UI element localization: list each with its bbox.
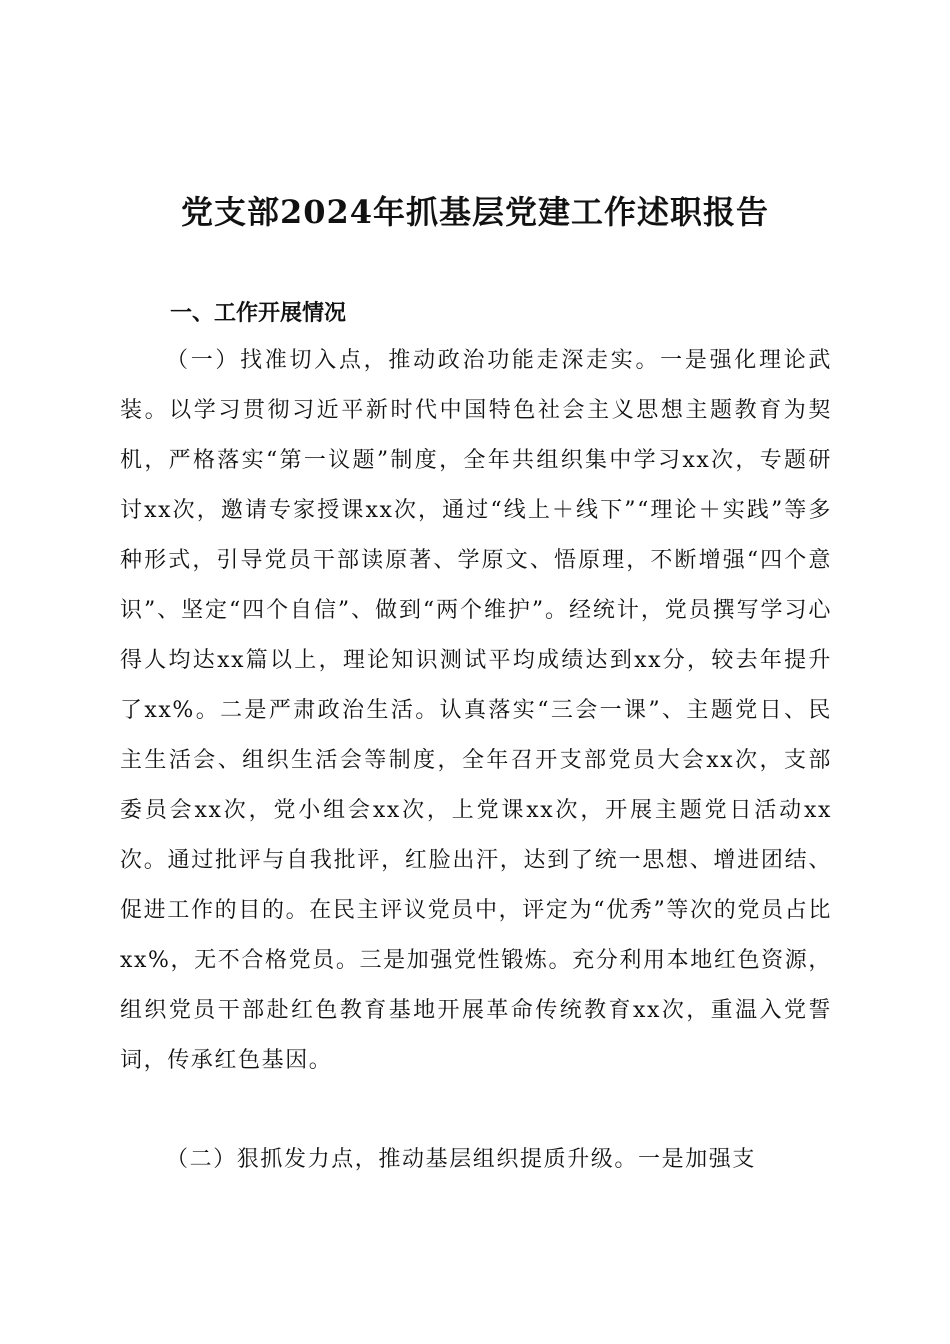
body-paragraph: （一）找准切入点，推动政治功能走深走实。一是强化理论武装。以学习贯彻习近平新时代中国特色社会主义思想主题教育为契机，严格落实“第一议题”制度，全年共组织集中学习xx次，专题研讨xx次，邀请专家授课xx次，通过“线上＋线下”“理论＋实践”等多种形式，引导党员干部读原著、学原文、悟原理，不断增强“四个意识”、坚定“四个自信”、做到“两个维护”。经统计，党员撰写学习心得人均达xx篇以上，理论知识测试平均成绩达到xx分，较去年提升了xx%。二是严肃政治生活。认真落实“三会一课”、主题党日、民主生活会、组织生活会等制度，全年召开支部党员大会xx次，支部委员会xx次，党小组会xx次，上党课xx次，开展主题党日活动xx次。通过批评与自我批评，红脸出汗，达到了统一思想、增进团结、促进工作的目的。在民主评议党员中，评定为“优秀”等次的党员占比xx%，无不合格党员。三是加强党性锻炼。充分利用本地红色资源，组织党员干部赴红色教育基地开展革命传统教育xx次，重温入党誓词，传承红色基因。 <box>120 348 832 1073</box>
body-paragraph: （二）狠抓发力点，推动基层组织提质升级。一是加强支 <box>166 1147 757 1172</box>
section-heading: 一、工作开展情况 <box>170 301 347 326</box>
document-title: 党支部2024年抓基层党建工作述职报告 <box>180 193 770 231</box>
